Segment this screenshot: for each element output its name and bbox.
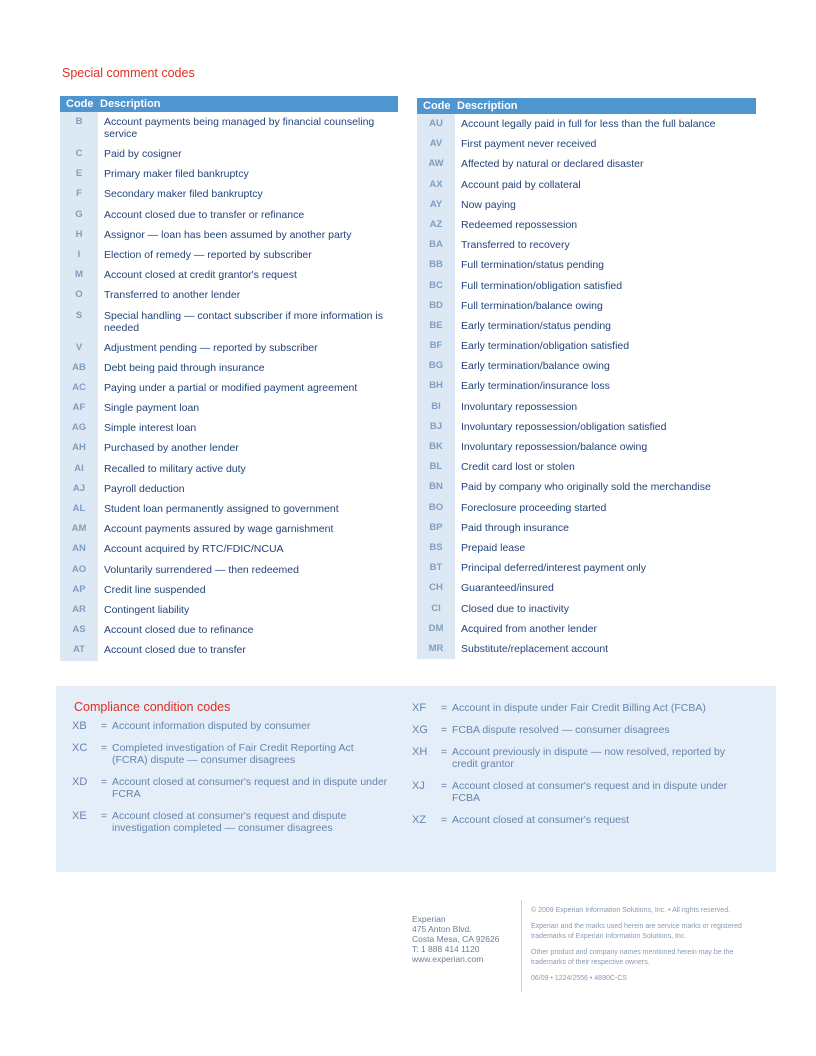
equals-sign: = [440,780,448,792]
description-cell: Account closed due to transfer [104,644,246,657]
description-cell: Substitute/replacement account [461,642,609,655]
compliance-code: XD [72,776,88,788]
special-codes-table-left [60,96,398,661]
table-row [417,558,756,578]
table-row [417,215,756,235]
description-cell: Account acquired by RTC/FDIC/NCUA [104,543,284,556]
description-cell: Early termination/balance owing [461,360,610,373]
description-cell: Account paid by collateral [461,178,581,191]
code-cell: AW [417,154,455,174]
table-row [417,599,756,619]
description-cell: Paid by company who originally sold the merchandise [461,481,711,494]
table-row [417,316,756,336]
list-item [72,810,392,834]
equals-sign: = [100,776,108,788]
table-row [417,255,756,275]
code-cell: F [60,184,98,204]
table-row [417,477,756,497]
table-row [60,378,398,398]
code-cell: AC [60,378,98,398]
table-row [60,499,398,519]
description-cell: Now paying [461,198,516,211]
description-cell: Prepaid lease [461,541,526,554]
list-item [72,776,392,800]
table-row [417,498,756,518]
table-row [417,336,756,356]
list-item [72,742,392,766]
table-row [60,438,398,458]
table-row [60,519,398,539]
table-row [60,265,398,285]
table-row [60,184,398,204]
description-cell: Principal deferred/interest payment only [461,562,647,575]
table-row [417,356,756,376]
table-row [60,418,398,438]
table-row [60,306,398,338]
code-cell: S [60,306,98,338]
code-cell: AJ [60,479,98,499]
header-code: Code [423,100,451,112]
table-row [60,112,398,144]
code-cell: AU [417,114,455,134]
description-cell: Purchased by another lender [104,442,239,455]
description-cell: Involuntary repossession/obligation satisfied [461,420,667,433]
code-cell: AF [60,398,98,418]
table-row [417,296,756,316]
code-cell: BT [417,558,455,578]
code-cell: BG [417,356,455,376]
description-cell: Account closed due to transfer or refinance [104,208,305,221]
code-cell: BI [417,397,455,417]
code-cell: BF [417,336,455,356]
table-row [60,225,398,245]
description-cell: Early termination/insurance loss [461,380,610,393]
header-description: Description [100,98,161,110]
description-cell: Account closed at credit grantor's request [104,269,297,282]
code-cell: AM [60,519,98,539]
description-cell: Account legally paid in full for less than the full balance [461,118,716,130]
header-code: Code [66,98,94,110]
compliance-code: XC [72,742,88,754]
description-cell: Account closed due to refinance [104,624,254,637]
address-line: Experian [412,914,446,924]
special-comment-codes-title: Special comment codes [62,66,195,80]
table-row [417,175,756,195]
code-cell: AR [60,600,98,620]
code-cell: O [60,285,98,305]
description-cell: Special handling — contact subscriber if more information is needed [104,309,383,334]
code-cell: CH [417,578,455,598]
compliance-codes-title: Compliance condition codes [74,700,231,714]
code-cell: G [60,205,98,225]
description-cell: First payment never received [461,138,597,151]
description-cell: Secondary maker filed bankruptcy [104,188,263,201]
description-cell: Involuntary repossession [461,400,578,413]
code-cell: H [60,225,98,245]
description-cell: Closed due to inactivity [461,602,569,615]
code-cell: BS [417,538,455,558]
table-row [60,539,398,559]
code-cell: CI [417,599,455,619]
compliance-description: Completed investigation of Fair Credit Reporting Act (FCRA) dispute — consumer disagrees [112,742,354,766]
compliance-description: Account closed at consumer's request and dispute investigation completed — consumer disagrees [112,810,347,834]
description-cell: Adjustment pending — reported by subscriber [104,341,318,354]
table-row [417,276,756,296]
table-row [60,459,398,479]
description-cell: Contingent liability [104,603,190,616]
compliance-code: XE [72,810,87,822]
code-cell: AB [60,358,98,378]
code-cell: AT [60,640,98,660]
compliance-description: Account closed at consumer's request and in dispute under FCBA [452,780,728,804]
description-cell: Paying under a partial or modified payment agreement [104,381,358,394]
table-row [417,538,756,558]
table-row [60,580,398,600]
code-cell: BH [417,376,455,396]
table-row [417,195,756,215]
list-item [72,720,392,732]
compliance-code: XH [412,746,428,758]
table-row [60,398,398,418]
special-codes-table-right [417,98,756,659]
code-cell: BE [417,316,455,336]
table-row [417,417,756,437]
code-cell: BC [417,276,455,296]
description-cell: Early termination/status pending [461,319,611,332]
code-cell: AZ [417,215,455,235]
table-row [60,620,398,640]
compliance-code: XJ [412,780,425,792]
description-cell: Primary maker filed bankruptcy [104,168,249,181]
code-cell: MR [417,639,455,659]
table-row [417,134,756,154]
list-item [412,724,752,736]
compliance-code: XG [412,724,428,736]
equals-sign: = [100,810,108,822]
code-cell: BB [417,255,455,275]
code-cell: AO [60,560,98,580]
description-cell: Account payments assured by wage garnishment [104,523,334,536]
description-cell: Recalled to military active duty [104,462,246,475]
compliance-codes-right [412,702,752,836]
code-cell: AH [60,438,98,458]
compliance-description: FCBA dispute resolved — consumer disagrees [452,724,670,736]
copyright-text: © 2009 Experian Information Solutions, Inc. • All rights reserved. [531,907,731,914]
description-cell: Full termination/status pending [461,259,604,272]
description-cell: Involuntary repossession/balance owing [461,441,648,453]
table-row [60,358,398,378]
code-cell: AX [417,175,455,195]
equals-sign: = [100,720,108,732]
compliance-codes-panel [56,686,776,872]
description-cell: Redeemed repossession [461,218,578,231]
description-cell: Simple interest loan [104,422,197,435]
code-cell: AL [60,499,98,519]
compliance-description: Account previously in dispute — now resolved, reported by credit grantor [452,746,726,770]
description-cell: Paid by cosigner [104,148,182,160]
table-row [417,376,756,396]
compliance-description: Account closed at consumer's request and in dispute under FCRA [112,776,388,800]
code-cell: AN [60,539,98,559]
equals-sign: = [440,814,448,826]
table-row [60,144,398,164]
document-code: 06/09 • 1224/2556 • 4890C-CS [531,975,627,982]
trademark-text: Experian and the marks used herein are service marks or registered trademarks of Experian Information Solutions, Inc. [531,923,742,940]
description-cell: Election of remedy — reported by subscriber [104,248,312,261]
description-cell: Transferred to recovery [461,239,570,252]
code-cell: AY [417,195,455,215]
list-item [412,702,752,714]
table-row [417,114,756,134]
table-row [417,235,756,255]
table-row [60,479,398,499]
company-address [412,914,499,964]
table-row [417,154,756,174]
equals-sign: = [440,724,448,736]
code-cell: BD [417,296,455,316]
compliance-code: XZ [412,814,427,826]
code-cell: AS [60,620,98,640]
compliance-description: Account closed at consumer's request [452,814,630,826]
description-cell: Guaranteed/insured [461,582,554,595]
description-cell: Foreclosure proceeding started [461,501,607,514]
compliance-codes-left [72,720,392,844]
description-cell: Credit line suspended [104,583,206,596]
code-cell: BP [417,518,455,538]
table-row [417,397,756,417]
description-cell: Debt being paid through insurance [104,361,265,374]
header-description: Description [457,100,518,112]
code-cell: AP [60,580,98,600]
address-line: T: 1 888 414 1120 [412,944,480,954]
description-cell: Acquired from another lender [461,622,597,635]
address-line: Costa Mesa, CA 92626 [412,934,500,944]
compliance-code: XF [412,702,427,714]
address-line: 475 Anton Blvd. [412,924,472,934]
table-header [60,96,398,112]
code-cell: E [60,164,98,184]
description-cell: Early termination/obligation satisfied [461,340,630,353]
compliance-description: Account information disputed by consumer [112,720,311,732]
code-cell: BK [417,437,455,457]
equals-sign: = [100,742,108,754]
description-cell: Full termination/balance owing [461,299,603,312]
code-cell: AG [60,418,98,438]
description-cell: Assignor — loan has been assumed by another party [104,228,352,241]
address-line: www.experian.com [412,954,484,964]
description-cell: Full termination/obligation satisfied [461,279,623,292]
description-cell: Student loan permanently assigned to government [104,503,339,515]
code-cell: C [60,144,98,164]
description-cell: Single payment loan [104,402,200,415]
table-row [60,600,398,620]
code-cell: BO [417,498,455,518]
footer-divider [521,900,522,992]
table-row [60,285,398,305]
code-cell: I [60,245,98,265]
table-header [417,98,756,114]
description-cell: Affected by natural or declared disaster [461,158,644,171]
description-cell: Paid through insurance [461,521,569,534]
code-cell: BA [417,235,455,255]
table-row [60,560,398,580]
table-row [417,437,756,457]
list-item [412,814,752,826]
legal-notice [531,906,763,990]
description-cell: Credit card lost or stolen [461,461,575,474]
table-row [417,518,756,538]
table-row [60,164,398,184]
compliance-code: XB [72,720,87,732]
description-cell: Voluntarily surrendered — then redeemed [104,563,299,576]
code-cell: BN [417,477,455,497]
code-cell: DM [417,619,455,639]
other-marks-text: Other product and company names mentioned herein may be the trademarks of their respective owners. [531,949,734,966]
table-row [60,205,398,225]
table-row [417,457,756,477]
code-cell: M [60,265,98,285]
table-row [417,619,756,639]
table-row [417,639,756,659]
table-row [60,640,398,660]
table-row [417,578,756,598]
description-cell: Payroll deduction [104,482,185,495]
equals-sign: = [440,746,448,758]
list-item [412,746,752,770]
list-item [412,780,752,804]
code-cell: AI [60,459,98,479]
compliance-description: Account in dispute under Fair Credit Billing Act (FCBA) [452,702,706,714]
code-cell: BL [417,457,455,477]
code-cell: AV [417,134,455,154]
description-cell: Account payments being managed by financial counseling service [104,116,375,140]
equals-sign: = [440,702,448,714]
code-cell: BJ [417,417,455,437]
code-cell: V [60,338,98,358]
code-cell: B [60,112,98,144]
table-row [60,245,398,265]
description-cell: Transferred to another lender [104,289,241,302]
table-row [60,338,398,358]
